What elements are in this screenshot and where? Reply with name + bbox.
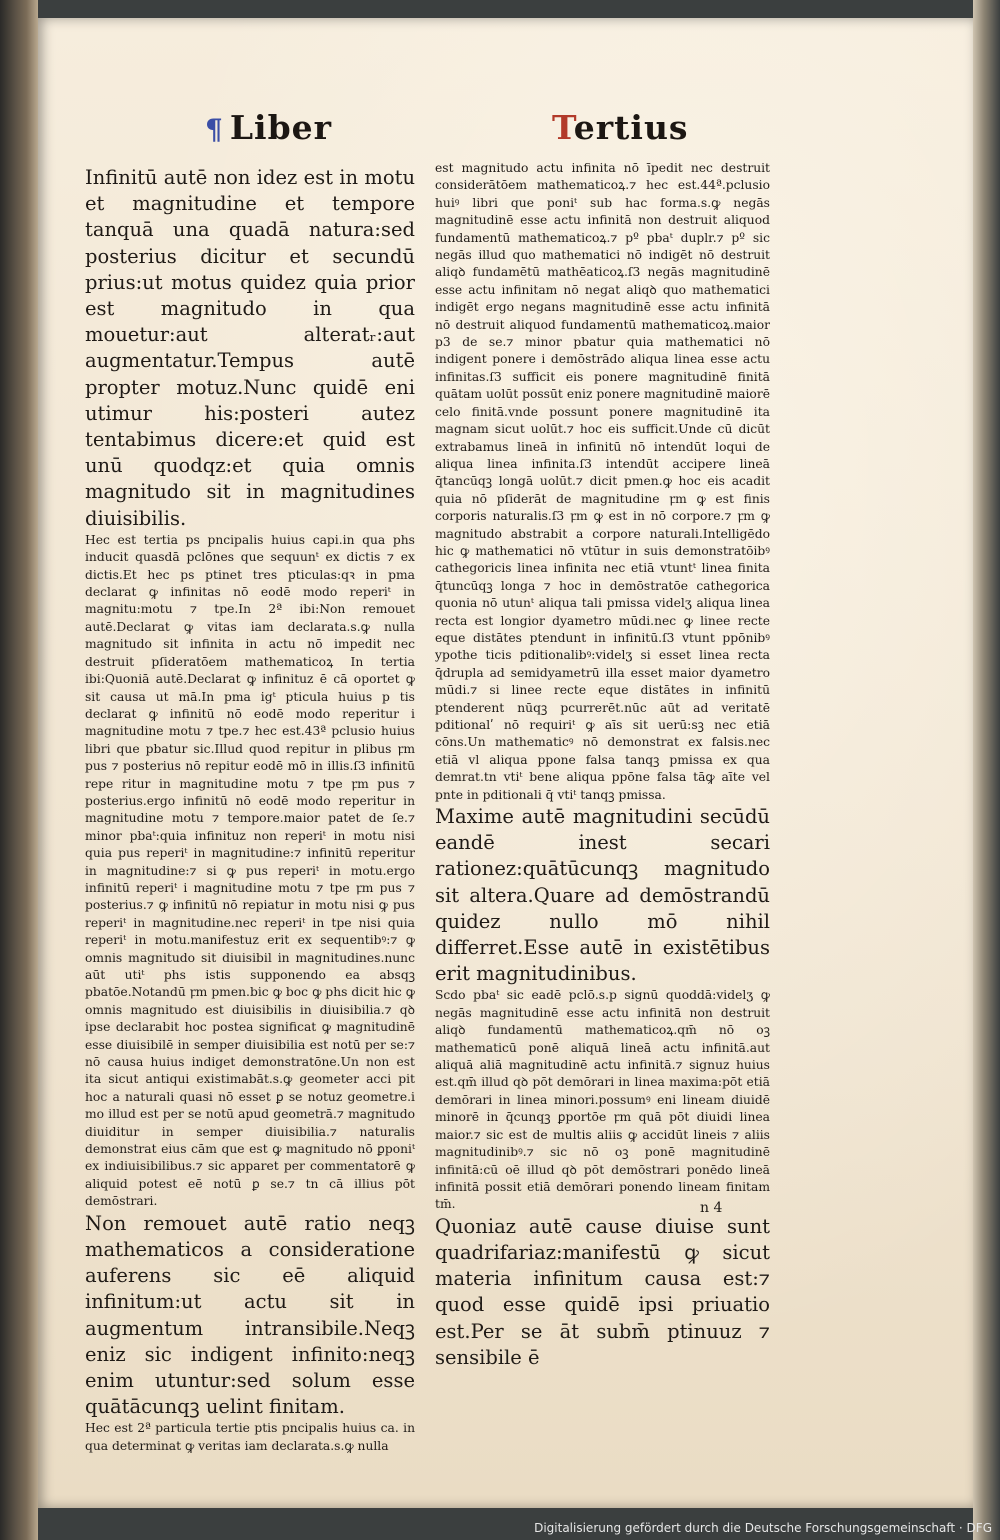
running-head-right [552,108,689,147]
signature-mark: n 4 [700,1200,723,1216]
right-commentary-1: est magnitudo actu infinita nō īpedit nec destruit considerātōem mathematicoꝝ.⁊ hec est.44ª.pclusio huiꝰ libri que poniᵗ sub hac forma.s.ꝙ negās magnitudinē esse actu infinitā non destruit aliquod fundamentū mathematicoꝝ.⁊ pº pbaᵗ duplr.⁊ pº sic negās illud quo mathematici nō indigēt nō destruit aliqꝺ fundamētū mathēaticoꝝ.ſ3 negās magnitudinē esse actu infinitam nō negat aliqꝺ quo mathematici indigēt ergo negans magnitudinē esse actu infinitā nō destruit aliquod fundamentū mathematicoꝝ.maior p3 de se.⁊ minor pbatur quia mathematici nō indigent ponere i demōstrādo aliqua linea esse actu infinitas.ſ3 sufficit eis ponere magnitudinē finitā quātam uolūt possūt eniz ponere magnitudinē maiorē celo finitā.vnde possunt ponere magnitudinē ita magnam sicut uolūt.⁊ hoc eis sufficit.Unde cū dicūt extrabamus lineā in infinitū nō intendūt loqui de aliqua linea infinita.ſ3 intendūt accipere lineā q̄tancūqꝫ longā uolūt.⁊ dicit pmen.ꝙ hoc eis acadit quia nō pſiderāt de magnitudine ꝼm ꝙ est finis corporis naturalis.ſ3 ꝼm ꝙ est in nō corpore.⁊ ꝼm ꝙ magnitudo abstrabit a corpore naturali.Intelligēdo hic ꝙ mathematici nō vtūtur in suis demonstratōibꝰ cathegoricis linea infinita nec etiā vtuntᵗ linea finita q̄tuncūqꝫ longa ⁊ hoc in demōstratōe cathegorica quonia nō utunᵗ aliqua tali pmissa videlʒ aliqua linea recta est longior dyametro mūdi.nec ꝙ linee recte eque distātes ptendunt in infinitū.ſ3 vtunt ppōnibꝰ ypothe ticis pditionalibꝰ:videlʒ si esset linea recta q̄drupla ad semidyametrū illa esset maior dyametro mūdi.⁊ si linee recte eque distātes in infinitū ptenderent nūqꝫ pcurrerēt.nūc aūt ad veritatē pditionalʹ nō requiriᵗ ꝙ aīs sit uerū:sꝫ nec etiā cōns.Un mathematicꝰ nō demonstrat ex falsis.nec etiā vl aliqua ppone falsa tanqꝫ pmissa ex qua demrat.tn vtiᵗ bene aliqua ppōne falsa tāꝙ aīte vel pnte in pditionali q̄ vtiᵗ tanqꝫ pmissa. [435,161,770,802]
right-commentary-2: Scdo pbaᵗ sic eadē pclō.s.p signū quoddā:videlʒ ꝙ negās magnitudinē esse actu infinitā non destruit aliqꝺ fundamentū mathematicoꝝ.qm̄ nō oꝫ mathematicū ponē aliquā lineā actu infinitā.aut aliquā aliā magnitudinē actu infinitā.⁊ signuz huius est.qm̄ illud qꝺ pōt demōrari in linea maxima:pōt etiā demōrari in linea minori.possumꝰ eni lineam diuidē minorē in q̄cunqꝫ ꝑportōe ꝼm quā pōt diuidi linea maior.⁊ sic est de multis aliis ꝙ accidūt lineis ⁊ aliis magnitudinibꝰ.⁊ sic nō oꝫ ponē magnitudinē infinitā:cū oē illud qꝺ pōt demōstrari ponēdo lineā infinitā possit etiā demōrari ponendo lineam finitam tm̄. [435,988,770,1212]
left-column [85,165,415,1455]
running-head-left-text: Liber [229,108,333,147]
running-head-left [205,108,332,147]
right-column [435,160,770,1371]
running-head-right-text: ertius [573,108,689,147]
left-main-text-2: Non remouet autē ratio neqꝫ mathematicos a consideratione auferens sic eē aliquid infinitum:ut actu sit in augmentum intransibile.Neqꝫ eniz sic indigent infinito:neqꝫ enim utuntur:sed solum esse quātācunqꝫ uelint finitam. [85,1211,415,1419]
right-main-text-1: Maxime autē magnitudini secūdū eandē inest secari rationez:quātūcunqꝫ magnitudo sit altera.Quare ad demōstrandū quidez nullo mō nihil differret.Esse autē in existētibus erit magnitudinibus. [435,805,770,986]
right-main-text-2: Quoniaz autē cause diuise sunt quadrifariaz:manifestū ꝙ sicut materia infinitum causa est:⁊ quod esse quidē ipsi priuatio est.Per se āt subm̄ ptinuuz ⁊ sensibile ē [435,1214,770,1369]
left-commentary-2: Hec est 2ª particula tertie ptis pncipalis huius ca. in qua determinat ꝙ veritas iam declarata.s.ꝙ nulla [85,1421,415,1453]
left-commentary-1: Hec est tertia ps pncipalis huius capi.in qua phs inducit quasdā pclōnes que sequunᵗ ex dictis ⁊ ex dictis.Et hec ps ptinet tres pticulas:qꝛ in pma declarat ꝙ infinitas nō eodē modo reperiᵗ in magnitu:motu ⁊ tpe.In 2ª ibi:Non remouet autē.Declarat ꝙ vitas iam declarata.s.ꝙ nulla magnitudo sit infinita in actu nō impedit nec destruit pſideratōem mathematicoꝝ In tertia ibi:Quoniā autē.Declarat ꝙ infinituz ē cā oportet ꝙ sit causa ut mā.In pma igᵗ pticula huius p tis declarat ꝙ infinitū nō eodē modo reperitur i magnitudine motu ⁊ tpe.⁊ hec est.43ª pclusio huius libri que pbatur sic.Illud quod repitur in plibus ꝼm pus ⁊ posterius nō repitur eodē mō in illis.ſ3 infinitū repe ritur in magnitudine motu ⁊ tpe ꝼm pus ⁊ posterius.ergo infinitū nō eodē modo reperitur in magnitudine motu ⁊ tempore.maior patet de ſe.⁊ minor pbaᵗ:quia infinituz non reperiᵗ in motu nisi quia pus reperiᵗ in magnitudine:⁊ infinitū reperitur in magnitudine:⁊ si ꝙ pus reperiᵗ in motu.ergo infinitū reperiᵗ i magnitudine motu ⁊ tpe ꝼm pus ⁊ posterius.⁊ ꝙ infinitū nō repiatur in motu nisi ꝙ pus reperiᵗ in magnitudine.nec reperiᵗ in tpe nisi quia reperiᵗ in motu.manifestuz erit ex sequentibꝰ:⁊ ꝙ omnis magnitudo sit diuisibil in magnitudines.nunc aūt utiᵗ phs istis supponendo ea absqꝫ pbatōe.Notandū ꝼm pmen.bic ꝙ boc ꝙ phs dicit hic ꝙ omnis magnitudo est diuisibilis in diuisibilia.⁊ qꝺ ipse declarabit hoc postea significat ꝙ magnitudinē esse diuisibilē in semper diuisibilia est notū per se:⁊ nō causa huius indiget demonstratōne.Un non est ita sicut antiqui existimabāt.s.ꝙ geometer acci pit hoc a naturali quasi nō esset ꝑ se notuz geometre.i mo illud est per se notū apud geometrā.⁊ magnitudo diuiditur in semper diuisibilia.⁊ naturalis demonstrat eius cām que est ꝙ magnitudo nō ꝑponiᵗ ex indiuisibilibus.⁊ sic apparet per commentatorē ꝙ aliquid potest eē notū ꝑ se.⁊ tn cā illius pōt demōstrari. [85,532,415,1209]
page-fore-edge [973,0,1000,1540]
left-main-text-1: Infinitū autē non idez est in motu et magnitudine et tempore tanquā una quadā natura:sed posterius dicitur et secundū prius:ut motus quidez quia prior est magnitudo in qua mouetur:aut alteratᵣ:aut augmentatur.Tempus autē propter motuz.Nunc quidē eni utimur his:posteri autez tentabimus dicere:et quid est unū quodqz:et quia omnis magnitudo sit in magnitudines diuisibilis. [85,166,415,530]
pilcrow-icon: ¶ [205,113,224,146]
running-head-right-initial: T [552,108,574,147]
book-binding [0,0,38,1540]
footer-credit: Digitalisierung gefördert durch die Deutsche Forschungsgemeinschaft · DFG [534,1521,992,1535]
